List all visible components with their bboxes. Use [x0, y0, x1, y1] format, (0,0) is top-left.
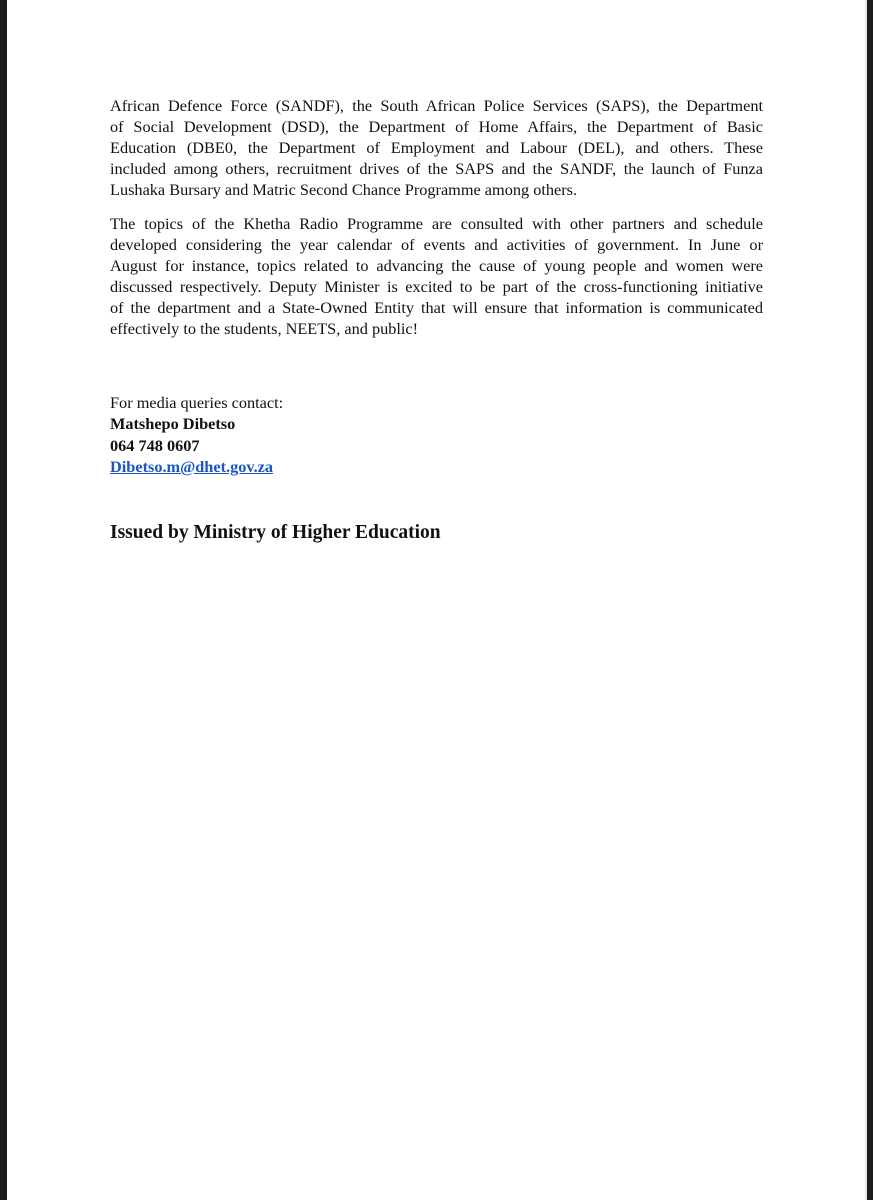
text-line: of the department and a State-Owned Entity that will ensure that information is communicated [110, 298, 763, 317]
text-line: The topics of the Khetha Radio Programme are consulted with other partners and schedule [110, 214, 763, 233]
text-line: of Social Development (DSD), the Department of Home Affairs, the Department of Basic [110, 117, 763, 136]
text-line: August for instance, topics related to advancing the cause of young people and women were [110, 256, 763, 275]
contact-phone: 064 748 0607 [110, 435, 200, 455]
text-line: developed considering the year calendar of events and activities of government. In June or [110, 235, 763, 254]
text-line: Lushaka Bursary and Matric Second Chance Programme among others. [110, 180, 578, 199]
media-contact [110, 392, 283, 477]
issued-by: Issued by Ministry of Higher Education [110, 522, 441, 543]
left-frame-edge [0, 0, 7, 1200]
text-line: included among others, recruitment drives of the SAPS and the SANDF, the launch of Funza [110, 159, 763, 178]
paragraph-topics [110, 213, 763, 339]
contact-name: Matshepo Dibetso [110, 414, 236, 434]
right-frame-edge [867, 0, 873, 1200]
text-line: effectively to the students, NEETS, and public! [110, 319, 419, 338]
text-line: discussed respectively. Deputy Minister is excited to be part of the cross-functioning initiative [110, 277, 763, 296]
text-line: Education (DBE0, the Department of Employment and Labour (DEL), and others. These [110, 138, 763, 157]
contact-email-link[interactable]: Dibetso.m@dhet.gov.za [110, 456, 274, 476]
text-line: African Defence Force (SANDF), the South African Police Services (SAPS), the Department [110, 96, 763, 115]
paragraph-agencies [110, 95, 763, 200]
contact-label: For media queries contact: [110, 393, 284, 412]
